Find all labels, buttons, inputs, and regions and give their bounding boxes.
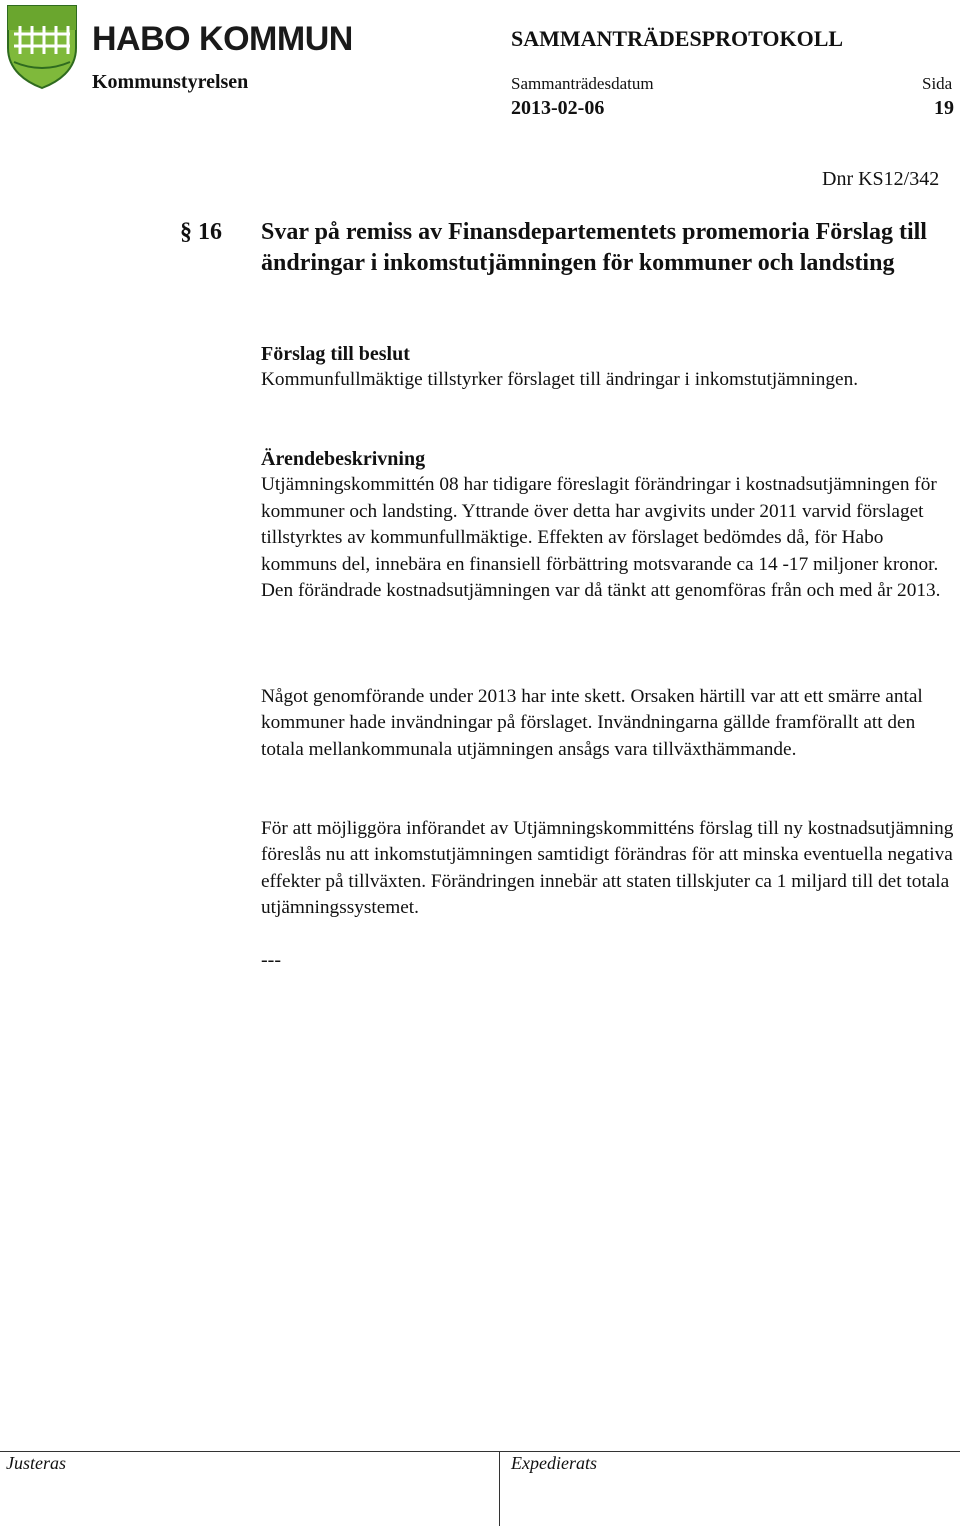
document-type: SAMMANTRÄDESPROTOKOLL: [511, 26, 844, 51]
case-description-paragraph-3: [261, 816, 957, 922]
signature-justeras-label: Justeras: [6, 1453, 66, 1473]
decision-proposal-heading: Förslag till beslut: [261, 343, 410, 365]
registration-number: Dnr KS12/342: [822, 168, 940, 190]
item-title: Svar på remiss av Finansdepartementets promemoria Förslag till ändringar i inkomstutjämningen för kommuner och landsting: [261, 219, 927, 276]
footer-column-divider: [499, 1451, 500, 1526]
decision-proposal-section: [261, 341, 957, 394]
meeting-date-label: Sammanträdesdatum: [511, 74, 654, 93]
meeting-date: 2013-02-06: [511, 97, 605, 119]
end-separator: ---: [261, 949, 281, 971]
signature-expedierats-label: Expedierats: [511, 1453, 597, 1473]
brand-name: HABO KOMMUN: [92, 20, 353, 58]
footer-divider: [0, 1451, 960, 1452]
paragraph-text: För att möjliggöra införandet av Utjämningskommitténs förslag till ny kostnadsutjämning föreslås nu att inkomstutjämningen samtidigt förändras för att minska eventuella negativa effekter på tillväxten. Förändringen innebär att staten tillskjuter ca 1 miljard till det totala utjämningssystemet.: [261, 818, 954, 919]
habo-kommun-coat-of-arms-icon: [6, 4, 78, 90]
page-label: Sida: [922, 74, 953, 93]
page-number: 19: [934, 97, 954, 119]
decision-proposal-text: Kommunfullmäktige tillstyrker förslaget till ändringar i inkomstutjämningen.: [261, 369, 859, 391]
case-description-paragraph-1: Utjämningskommittén 08 har tidigare föreslagit förändringar i kostnadsutjämningen för kommuner och landsting. Yttrande över detta har avgivits under 2011 varvid förslaget tillstyrktes av kommunfullmäktige. Effekten av förslaget bedömdes då, för Habo kommuns del, innebära en finansiell förbättring motsvarande ca 14 -17 miljoner kronor. Den förändrade kostnadsutjämningen var då tänkt att genomföras från och med år 2013.: [261, 474, 941, 602]
case-description-heading: Ärendebeskrivning: [261, 448, 426, 470]
case-description-section: [261, 446, 957, 604]
case-description-paragraph-2: [261, 684, 957, 763]
paragraph-text: Något genomförande under 2013 har inte skett. Orsaken härtill var att ett smärre antal kommuner hade invändningar på förslaget. Invändningarna gällde framförallt att den totala mellankommunala utjämningen ansågs vara tillväxthämmande.: [261, 686, 923, 760]
committee-name: Kommunstyrelsen: [92, 71, 249, 93]
paragraph-number: § 16: [180, 219, 222, 245]
